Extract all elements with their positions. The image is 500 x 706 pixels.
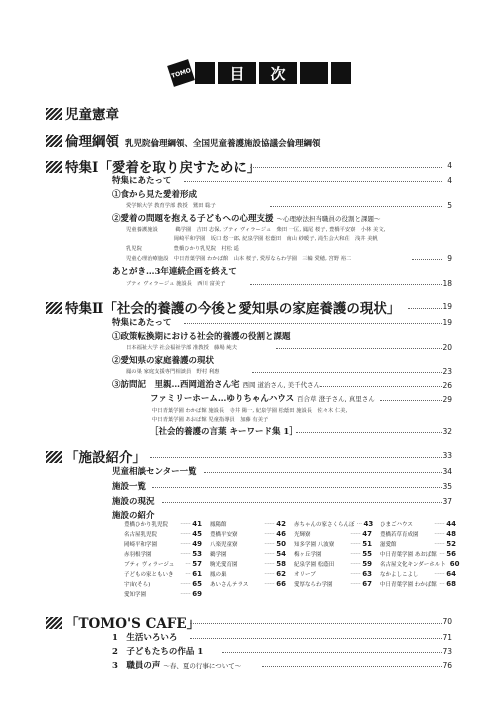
section-title: 特集Ⅱ「社会的養護の今後と愛知県の家庭養護の現状」 (65, 301, 401, 317)
facility-entry[interactable]: あいさんテラス …… 66 (210, 580, 286, 588)
facility-entry[interactable]: 愛知学園 …… 69 (124, 590, 202, 598)
leader-dots (190, 623, 442, 624)
toc-entry[interactable] (112, 212, 380, 224)
toc-entry[interactable]: ［社会的養護の言葉 キーワード集 1］ (150, 427, 298, 437)
section-feature-2[interactable] (46, 297, 400, 317)
page-number: 76 (442, 661, 452, 670)
toc-entry[interactable] (150, 392, 375, 404)
leader-dots (250, 284, 442, 285)
toc-entry-label: ファミリーホーム…ゆりちゃんハウス (150, 394, 295, 404)
page-number: 26 (442, 381, 452, 390)
toc-entry[interactable]: 2 子どもたちの作品 1 (112, 647, 204, 657)
leader-dots (320, 386, 442, 387)
header-char-moku: 目 (218, 62, 256, 84)
page-number: 29 (442, 395, 452, 404)
header-block (195, 62, 215, 84)
section-title: 特集Ⅰ「愛着を取り戻すために」 (65, 160, 261, 176)
facility-entry[interactable]: なかよしこよし …… 64 (380, 570, 456, 578)
leader-dots (222, 652, 442, 653)
leader-dots (250, 167, 442, 168)
tomo-logo: TOMO (167, 59, 195, 87)
page-number: 20 (442, 343, 452, 352)
page-number: 4 (447, 176, 452, 185)
facility-entry[interactable]: 岡崎平和学園 …… 49 (124, 540, 202, 548)
author-line: 中日青葉学園 あおば館 児童指導員 加藤 有美子 (152, 417, 269, 423)
facility-entry[interactable]: 赤羽根学園 …… 53 (124, 550, 202, 558)
page-number: 73 (442, 647, 452, 656)
toc-entry[interactable]: ①政策転換期における社会的養護の役割と課題 (112, 332, 291, 342)
leader-dots (150, 457, 442, 458)
facility-entry[interactable]: オリーブ …… 63 (294, 570, 372, 578)
toc-entry-label: ②愛着の問題を抱える子どもへの心理支援 (112, 214, 274, 224)
page-number: 19 (442, 302, 452, 311)
facility-entry[interactable]: 中日青葉学園 あおば館 … 56 (380, 550, 456, 558)
leader-dots (380, 400, 442, 401)
pencil-icon (46, 135, 62, 147)
toc-entry-subtitle: 百合草 澄子さん, 真里さん (297, 395, 375, 403)
facility-entry[interactable]: 豊橋若草育成園 …… 48 (380, 530, 456, 538)
page-number: 23 (442, 367, 452, 376)
toc-entry[interactable]: ②愛知県の家庭養護の現状 (112, 356, 215, 366)
author-line: 岡崎平和学園 坂口 悠一郎, 紀泉学園 松蔭田 南山 紗暖子, 滝生会大和荘 浅井 美帆 (126, 236, 378, 242)
facility-entry[interactable]: 光輝寮 …… 47 (294, 530, 372, 538)
page-number: 18 (442, 279, 452, 288)
leader-dots (408, 308, 442, 309)
page-number: 32 (442, 427, 452, 436)
page-number: 35 (442, 482, 452, 491)
leader-dots (184, 181, 442, 182)
author-line: 日本福祉大学 社会福祉学部 准教授 藤場 純夫 (126, 345, 237, 351)
leader-dots (184, 323, 442, 324)
section-title: 児童憲章 (65, 107, 119, 123)
toc-entry[interactable]: 施設の現況 (112, 497, 155, 507)
toc-entry-subtitle: 西岡 道治さん, 美千代さん (242, 381, 321, 389)
pencil-icon (46, 108, 62, 120)
facility-entry[interactable]: 豊橋ひかり乳児院 …… 41 (124, 520, 202, 528)
toc-entry-label: 3 職員の声 (112, 661, 161, 671)
toc-entry[interactable]: 児童相談センター一覧 (112, 467, 197, 477)
author-line: ブティ ヴィラージュ 施設長 西川 富美子 (126, 281, 226, 287)
toc-entry[interactable]: 1 生活いろいろ (112, 633, 178, 643)
toc-header (170, 62, 351, 84)
toc-entry[interactable]: 特集にあたって (112, 318, 172, 328)
section-children-charter[interactable] (46, 103, 119, 123)
author-line: 児童心理治療施設 中日青葉学園 わかば館 山本 桜子, 愛厚ならわ学園 三輪 愛穂, 宮野 裕二 (126, 256, 352, 262)
leader-dots (412, 259, 442, 260)
facility-entry[interactable]: 滋愛館 …… 52 (380, 540, 456, 548)
page-number: 34 (442, 467, 452, 476)
author-line: 児童養護施設 鵜学園 吉田 志保, ブティ ヴィラージュ 柴田 一匡, 鳳尾 桜子, 豊橋平安寮 小林 美文, (126, 227, 386, 233)
facility-entry[interactable]: 中日青葉学園 わかば館 … 68 (380, 580, 456, 588)
author-line: 鳳の巣 家庭支援専門相談員 野村 利惠 (126, 369, 220, 375)
page-number: 33 (442, 451, 452, 460)
facility-entry[interactable]: 赤ちゃんの家さくらんぼ … 43 (294, 520, 374, 528)
pencil-icon (46, 302, 62, 314)
section-feature-1[interactable] (46, 156, 260, 176)
toc-entry[interactable]: 施設の紹介 (112, 511, 155, 521)
leader-dots (270, 206, 442, 207)
page-number: 19 (442, 318, 452, 327)
toc-entry[interactable]: あとがき…3年連続企画を終えて (112, 267, 237, 277)
facility-entry[interactable]: 梅ヶ丘学園 …… 55 (294, 550, 372, 558)
facility-entry[interactable]: 子どもの家ともいき … 61 (124, 570, 202, 578)
facility-entry[interactable]: 鳳陽館 …… 42 (210, 520, 286, 528)
facility-entry[interactable]: 駒光愛育園 …… 58 (210, 560, 286, 568)
section-subtitle: 乳児院倫理綱領、全国児童養護施設協議会倫理綱領 (125, 139, 321, 149)
facility-entry[interactable]: 鵜学園 …… 54 (210, 550, 286, 558)
author-line: 中日青葉学園 わかば館 施設長 寺井 陽一, 紀泉学園 松蔭田 施設長 佐々木 仁美, (152, 408, 348, 414)
facility-entry[interactable]: 名古屋文化キンダーホルト 60 (380, 560, 460, 568)
toc-entry-subtitle: 〜春、夏の行事について〜 (163, 662, 242, 670)
toc-entry[interactable]: ①食から見た愛着形成 (112, 190, 198, 200)
author-line: 乳児院 豊橋ひかり乳児院 村松 遥 (126, 246, 239, 252)
leader-dots (204, 472, 442, 473)
leader-dots (152, 487, 442, 488)
section-title: 「TOMO'S CAFE」 (65, 616, 201, 632)
facility-entry[interactable]: 鳳の巣 …… 62 (210, 570, 286, 578)
header-char-ji: 次 (259, 62, 297, 84)
section-title: 倫理綱領 (65, 134, 119, 150)
pencil-icon (46, 451, 62, 463)
leader-dots (252, 372, 442, 373)
facility-entry[interactable]: 豊橋平安寮 …… 46 (210, 530, 286, 538)
facility-entry[interactable]: 宇宙(そら) …… 65 (124, 580, 202, 588)
page-number: 9 (447, 254, 452, 263)
leader-dots (296, 432, 442, 433)
facility-entry[interactable]: ひまごハウス …… 44 (380, 520, 456, 528)
page-number: 71 (442, 633, 452, 642)
header-block (300, 62, 328, 84)
toc-entry[interactable]: 施設一覧 (112, 482, 147, 492)
facility-entry[interactable]: 八楽児童寮 …… 50 (210, 540, 286, 548)
leader-dots (162, 502, 442, 503)
facility-entry[interactable]: 愛厚ならわ学園 …… 67 (294, 580, 372, 588)
facility-entry[interactable]: 名古屋乳児院 …… 45 (124, 530, 202, 538)
toc-entry[interactable] (112, 378, 320, 390)
toc-entry[interactable] (112, 659, 241, 671)
section-title: 「施設紹介」 (65, 450, 146, 466)
author-line: 愛学館大学 教育学部 教授 鷲田 聡子 (126, 203, 216, 209)
leader-dots (190, 638, 442, 639)
header-block (331, 62, 351, 84)
section-tomos-cafe[interactable] (46, 612, 200, 632)
page-number: 4 (447, 161, 452, 170)
page-number: 5 (447, 201, 452, 210)
facility-entry[interactable]: 知多学園 八波寮 …… 51 (294, 540, 372, 548)
section-facility-intro[interactable] (46, 446, 146, 466)
pencil-icon (46, 617, 62, 629)
toc-entry-label: ③訪問記 里親…西岡道治さん宅 (112, 380, 240, 390)
leader-dots (276, 348, 442, 349)
pencil-icon (46, 161, 62, 173)
facility-entry[interactable]: ブティ ヴィラージュ … 57 (124, 560, 202, 568)
page-number: 70 (442, 617, 452, 626)
toc-entry[interactable]: 特集にあたって (112, 176, 172, 186)
section-ethics[interactable] (46, 130, 321, 150)
toc-entry-subtitle: 〜心理療法担当職員の役割と課題〜 (276, 215, 381, 223)
facility-entry[interactable]: 紀泉学園 松蔭田 …… 59 (294, 560, 372, 568)
page-number: 37 (442, 497, 452, 506)
leader-dots (262, 666, 442, 667)
